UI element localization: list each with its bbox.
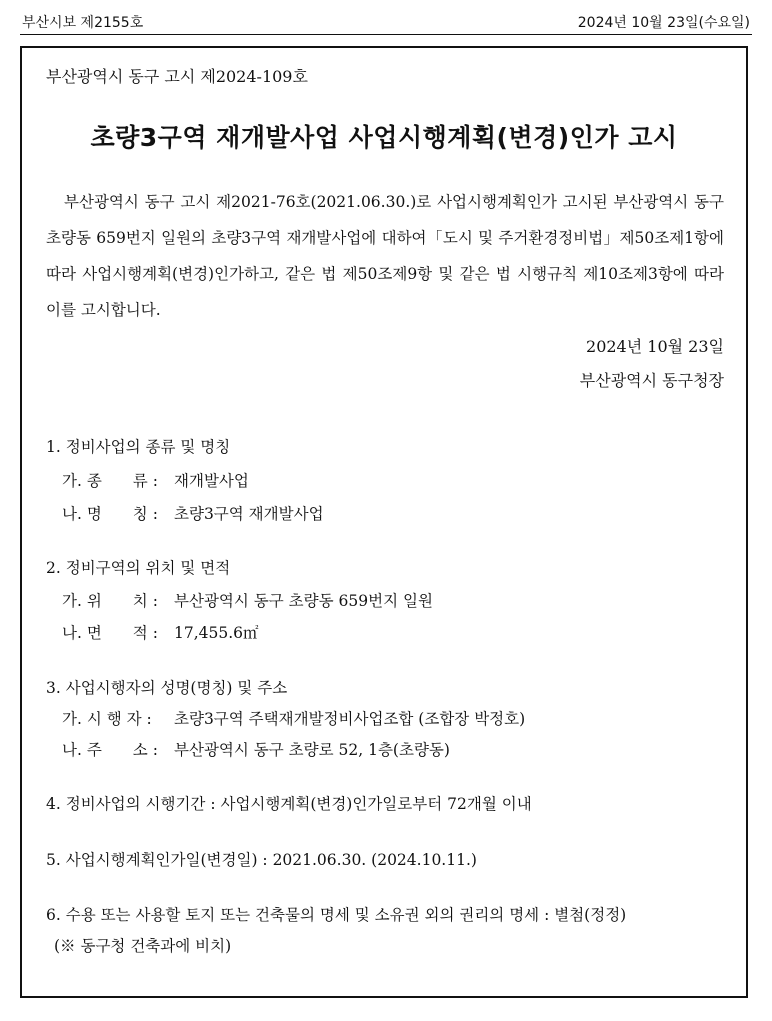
section-2-item-area [62, 621, 259, 643]
gazette-date: 2024년 10월 23일(수요일) [577, 15, 750, 31]
item-label: 가. 위 치 : [62, 592, 158, 610]
section-4-period: 4. 정비사업의 시행기간 : 사업시행계획(변경)인가일로부터 72개월 이내 [46, 795, 532, 813]
notice-number: 부산광역시 동구 고시 제2024-109호 [46, 67, 308, 86]
notice-body: 부산광역시 동구 고시 제2021-76호(2021.06.30.)로 사업시행계획인가 고시된 부산광역시 동구 초량동 659번지 일원의 초량3구역 재개발사업에 대하여「도시 및 주거환경정비법」제50조제1항에 따라 사업시행계획(변경)인가하고, 같은 법 제50조제9항 및 같은 법 시행규칙 제10조제3항에 따라 이를 고시합니다. [46, 193, 724, 319]
item-value: 부산광역시 동구 초량동 659번지 일원 [174, 592, 433, 610]
item-label: 나. 주 소 : [62, 741, 158, 759]
section-6-details: 6. 수용 또는 사용할 토지 또는 건축물의 명세 및 소유권 외의 권리의 명세 : 별첨(정정) [46, 906, 627, 924]
section-5-approval-date: 5. 사업시행계획인가일(변경일) : 2021.06.30. (2024.10.11.) [46, 851, 477, 869]
item-value: 초량3구역 재개발사업 [174, 505, 324, 523]
notice-frame [20, 46, 748, 998]
section-1-item-type [62, 469, 249, 491]
section-3-title: 3. 사업시행자의 성명(명칭) 및 주소 [46, 679, 288, 697]
section-3-item-operator [62, 707, 525, 729]
section-2-item-location [62, 589, 433, 611]
section-1-item-name [62, 502, 324, 524]
page-title: 초량3구역 재개발사업 사업시행계획(변경)인가 고시 [90, 123, 678, 152]
section-2-title: 2. 정비구역의 위치 및 면적 [46, 559, 231, 577]
item-label: 나. 명 칭 : [62, 505, 158, 523]
notice-signer: 부산광역시 동구청장 [579, 371, 724, 390]
gazette-issue: 부산시보 제2155호 [22, 15, 144, 31]
section-6-note: (※ 동구청 건축과에 비치) [54, 937, 232, 955]
item-value: 17,455.6㎡ [174, 624, 259, 642]
section-3-item-address [62, 738, 450, 760]
gazette-header [20, 8, 752, 35]
item-label: 나. 면 적 : [62, 624, 158, 642]
item-label: 가. 시 행 자 : [62, 710, 152, 728]
notice-date: 2024년 10월 23일 [586, 337, 724, 356]
item-value: 재개발사업 [174, 472, 249, 490]
section-1-title: 1. 정비사업의 종류 및 명칭 [46, 438, 231, 456]
item-value: 초량3구역 주택재개발정비사업조합 (조합장 박정호) [174, 710, 526, 728]
item-value: 부산광역시 동구 초량로 52, 1층(초량동) [174, 741, 450, 759]
item-label: 가. 종 류 : [62, 472, 158, 490]
